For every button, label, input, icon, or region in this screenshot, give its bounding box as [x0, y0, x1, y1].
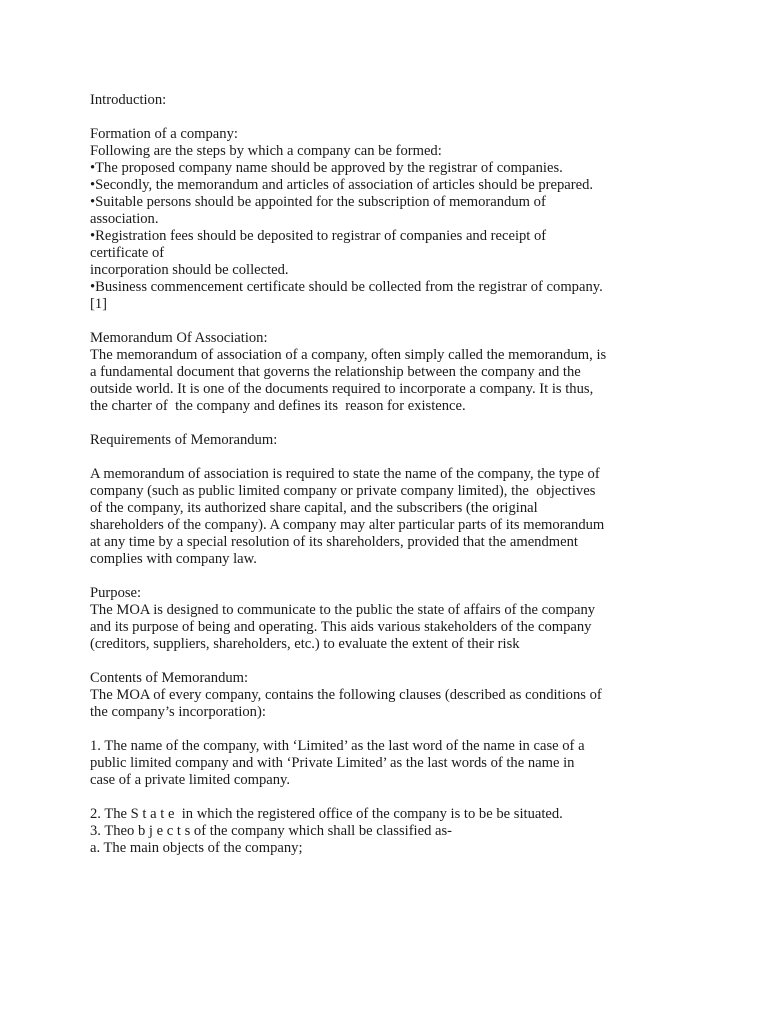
text-line: the charter of the company and defines its reason for existence. — [90, 398, 466, 414]
requirements-heading: Requirements of Memorandum: — [90, 432, 278, 448]
spacer — [90, 789, 690, 806]
clause-line: 3. Theo b j e c t s of the company which shall be classified as- — [90, 823, 453, 839]
spacer — [90, 653, 690, 670]
citation: [1] — [90, 296, 108, 312]
contents-heading: Contents of Memorandum: — [90, 670, 249, 686]
text-line: at any time by a special resolution of its shareholders, provided that the amendment — [90, 534, 578, 550]
clause-line: case of a private limited company. — [90, 772, 291, 788]
formation-heading: Formation of a company: — [90, 126, 238, 142]
text-line: association. — [90, 211, 159, 227]
clause-line: a. The main objects of the company; — [90, 840, 303, 856]
clause-line: 1. The name of the company, with ‘Limited’ as the last word of the name in case of a — [90, 738, 585, 754]
text-line: a fundamental document that governs the relationship between the company and the — [90, 364, 581, 380]
document-page — [90, 92, 690, 857]
text-line: of the company, its authorized share capital, and the subscribers (the original — [90, 500, 538, 516]
text-line: The MOA is designed to communicate to the public the state of affairs of the company — [90, 602, 596, 618]
bullet-item: •Business commencement certificate should be collected from the registrar of company. — [90, 279, 603, 295]
bullet-item: •Secondly, the memorandum and articles of association of articles should be prepared. — [90, 177, 594, 193]
text-line: The MOA of every company, contains the following clauses (described as conditions of — [90, 687, 602, 703]
text-line: Following are the steps by which a company can be formed: — [90, 143, 442, 159]
bullet-item: •The proposed company name should be approved by the registrar of companies. — [90, 160, 563, 176]
spacer — [90, 568, 690, 585]
text-line: The memorandum of association of a company, often simply called the memorandum, is — [90, 347, 607, 363]
text-line: company (such as public limited company or private company limited), the objectives — [90, 483, 596, 499]
spacer — [90, 449, 690, 466]
text-line: certificate of — [90, 245, 165, 261]
text-line: A memorandum of association is required to state the name of the company, the type of — [90, 466, 600, 482]
text-line: complies with company law. — [90, 551, 257, 567]
moa-heading: Memorandum Of Association: — [90, 330, 268, 346]
clause-line: public limited company and with ‘Private Limited’ as the last words of the name in — [90, 755, 575, 771]
text-line: shareholders of the company). A company may alter particular parts of its memorandum — [90, 517, 605, 533]
bullet-item: •Registration fees should be deposited to registrar of companies and receipt of — [90, 228, 547, 244]
purpose-heading: Purpose: — [90, 585, 142, 601]
text-line: outside world. It is one of the documents required to incorporate a company. It is thus, — [90, 381, 594, 397]
spacer — [90, 109, 690, 126]
clause-line: 2. The S t a t e in which the registered office of the company is to be be situated. — [90, 806, 563, 822]
text-line: incorporation should be collected. — [90, 262, 289, 278]
spacer — [90, 415, 690, 432]
text-line: the company’s incorporation): — [90, 704, 266, 720]
bullet-item: •Suitable persons should be appointed for the subscription of memorandum of — [90, 194, 546, 210]
intro-heading: Introduction: — [90, 92, 167, 108]
text-line: and its purpose of being and operating. This aids various stakeholders of the company — [90, 619, 592, 635]
spacer — [90, 721, 690, 738]
spacer — [90, 313, 690, 330]
text-line: (creditors, suppliers, shareholders, etc.) to evaluate the extent of their risk — [90, 636, 520, 652]
